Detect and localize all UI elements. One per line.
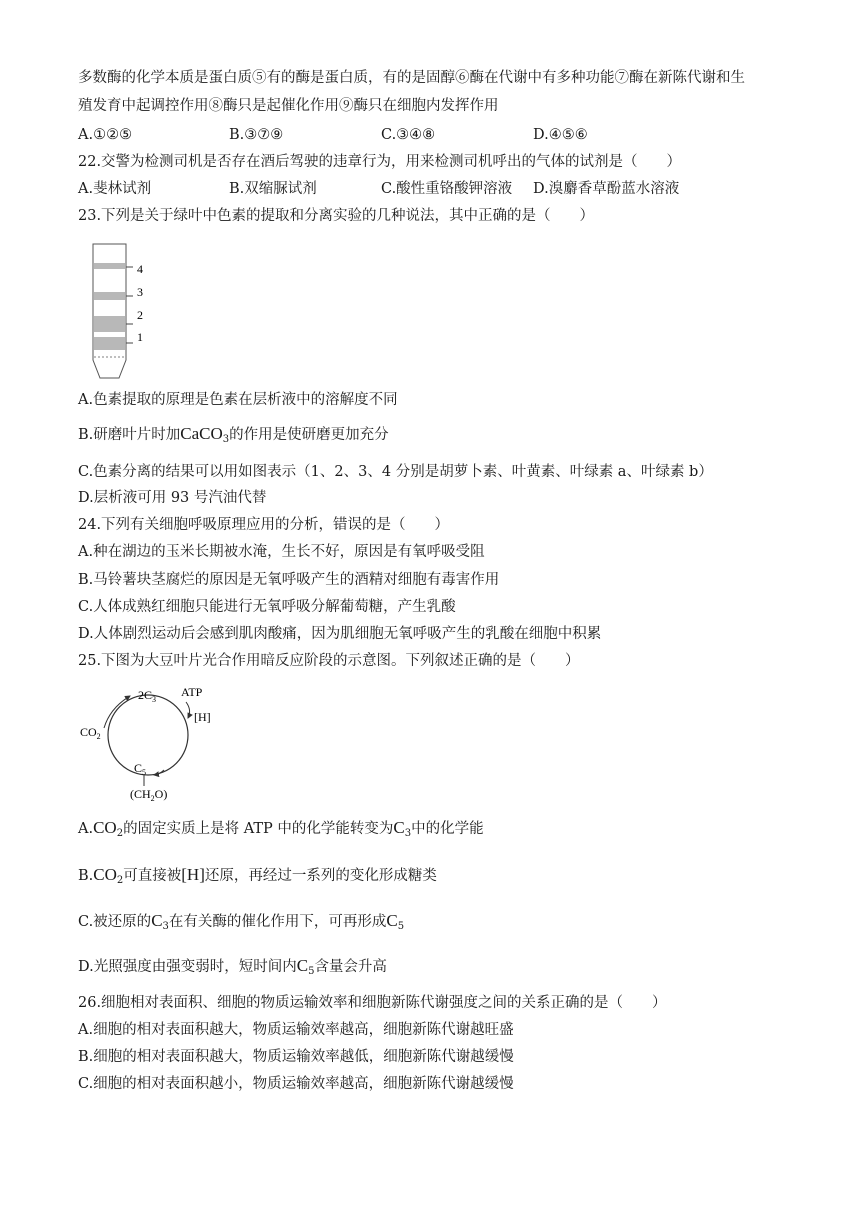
q26-option-a: A.细胞的相对表面积越大，物质运输效率越高，细胞新陈代谢越旺盛 [78, 1022, 514, 1038]
co2-label: $CO_2$ [80, 725, 101, 741]
q21-option-d: D.④⑤⑥ [533, 127, 588, 143]
ch2o-label: $(CH_2O)$ [130, 787, 168, 803]
q22-option-c: C.酸性重铬酸钾溶液 [381, 181, 513, 197]
q22-option-d: D.溴麝香草酚蓝水溶液 [533, 181, 680, 197]
band-label-2: 2 [137, 308, 143, 322]
q22-option-b: B.双缩脲试剂 [229, 181, 317, 197]
cycle-circle [108, 695, 188, 775]
q24-option-c: C.人体成熟红细胞只能进行无氧呼吸分解葡萄糖，产生乳酸 [78, 599, 456, 615]
q22-option-a: A.斐林试剂 [78, 181, 152, 197]
q24-stem: 24.下列有关细胞呼吸原理应用的分析，错误的是（ ） [78, 517, 450, 533]
q24-option-d: D.人体剧烈运动后会感到肌肉酸痛，因为肌细胞无氧呼吸产生的乳酸在细胞中积累 [78, 626, 602, 642]
q24-option-a: A.种在湖边的玉米长期被水淹，生长不好，原因是有氧呼吸受阻 [78, 544, 485, 560]
q24-option-b: B.马铃薯块茎腐烂的原因是无氧呼吸产生的酒精对细胞有毒害作用 [78, 572, 500, 588]
q25-option-c: C.被还原的$C_3$在有关酶的催化作用下，可再形成$C_5$ [78, 911, 405, 932]
band-label-1: 1 [137, 330, 143, 344]
q23-option-a: A.色素提取的原理是色素在层析液中的溶解度不同 [78, 392, 398, 408]
q25-option-b: $B.CO_2$可直接被[H]还原，再经过一系列的变化形成糖类 [78, 865, 437, 886]
q25-option-a: $A.CO_2$的固定实质上是将 ATP 中的化学能转变为$C_3$中的化学能 [78, 818, 484, 839]
h-label: [H] [194, 710, 211, 724]
q21-option-b: B.③⑦⑨ [229, 127, 284, 143]
q23-option-b-chem: CaCO [180, 424, 223, 443]
c5-label: $C_5$ [134, 761, 147, 777]
co2-fixation-arrow [104, 696, 130, 728]
chromatography-figure [86, 236, 166, 384]
q21-stem-line1: 多数酶的化学本质是蛋白质⑤有的酶是蛋白质，有的是固醇⑥酶在代谢中有多种功能⑦酶在新陈代谢和生 [78, 70, 745, 86]
q21-option-c: C.③④⑧ [381, 127, 436, 143]
q26-option-b: B.细胞的相对表面积越大，物质运输效率越低，细胞新陈代谢越缓慢 [78, 1049, 514, 1065]
pigment-band-2 [94, 316, 125, 332]
q26-stem: 26.细胞相对表面积、细胞的物质运输效率和细胞新陈代谢强度之间的关系正确的是（ ） [78, 995, 667, 1011]
q23-option-b-pre: B.研磨叶片时加 [78, 427, 181, 443]
q26-option-c: C.细胞的相对表面积越小，物质运输效率越高，细胞新陈代谢越缓慢 [78, 1076, 514, 1092]
band-label-4: 4 [137, 262, 143, 276]
q25-option-d: D.光照强度由强变弱时，短时间内$C_5$含量会升高 [78, 956, 387, 977]
c3-label: $2C_3$ [138, 688, 157, 704]
q23-option-b [78, 424, 389, 450]
q23-stem: 23.下列是关于绿叶中色素的提取和分离实验的几种说法，其中正确的是（ ） [78, 208, 595, 224]
calvin-cycle-figure [78, 682, 228, 803]
pigment-band-4 [94, 263, 125, 269]
q21-option-a: A.①②⑤ [78, 127, 133, 143]
q23-option-c: C.色素分离的结果可以用如图表示（1、2、3、4 分别是胡萝卜素、叶黄素、叶绿素 a、叶绿素 b） [78, 464, 713, 480]
pigment-band-1 [94, 337, 125, 350]
atp-input-arrow [186, 702, 190, 718]
pigment-band-3 [94, 292, 125, 300]
q25-stem: 25.下图为大豆叶片光合作用暗反应阶段的示意图。下列叙述正确的是（ ） [78, 653, 580, 669]
atp-label: ATP [181, 685, 203, 699]
band-label-3: 3 [137, 285, 143, 299]
q21-stem-line2: 殖发育中起调控作用⑧酶只是起催化作用⑨酶只在细胞内发挥作用 [78, 98, 499, 114]
q23-option-b-post: 的作用是使研磨更加充分 [229, 427, 389, 443]
q23-option-b-sub: 3 [222, 434, 230, 445]
q23-option-d: D.层析液可用 93 号汽油代替 [78, 490, 267, 506]
q22-stem: 22.交警为检测司机是否存在酒后驾驶的违章行为，用来检测司机呼出的气体的试剂是（ ） [78, 154, 682, 170]
